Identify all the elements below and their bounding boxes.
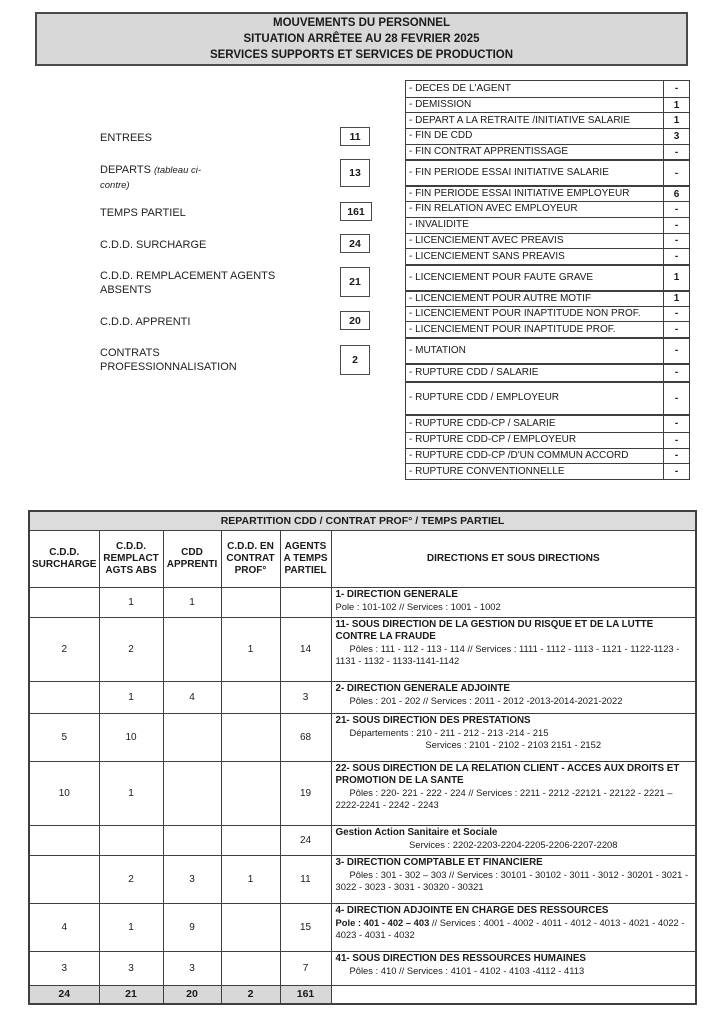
departure-row <box>406 97 689 113</box>
cell-value <box>163 617 221 681</box>
departure-value: - <box>663 307 689 322</box>
summary-value-box-contrats-pro: 2 <box>340 345 370 375</box>
repartition-row <box>29 825 696 855</box>
cell-value <box>221 681 280 713</box>
departure-value: 6 <box>663 187 689 201</box>
summary-value-box-departs: 13 <box>340 159 370 187</box>
repartition-total-row <box>29 985 696 1004</box>
direction-detail: Pôles : 220- 221 - 222 - 224 // Services : 2211 - 2212 -22121 - 22122 - 2221 – 2222-2241 - 2242 - 2243 <box>335 786 673 810</box>
cell-value: 3 <box>280 681 331 713</box>
summary-label-note: (tableau ci-contre) <box>100 165 202 191</box>
departure-value: 1 <box>663 266 689 290</box>
departure-label: - DECES DE L'AGENT <box>409 82 511 94</box>
departure-label: - LICENCIEMENT SANS PREAVIS <box>409 250 565 262</box>
title-line-3: SERVICES SUPPORTS ET SERVICES DE PRODUCTION <box>209 49 514 61</box>
cell-value: 1 <box>99 761 163 825</box>
total-contrat-prof: 2 <box>221 985 280 1004</box>
total-empty-cell <box>331 985 696 1004</box>
direction-cell <box>331 903 696 951</box>
cell-value: 5 <box>29 713 99 761</box>
summary-label-text: CONTRATS PROFESSIONNALISATION <box>100 347 237 373</box>
summary-label-contrats-pro <box>100 346 260 374</box>
cell-value <box>29 825 99 855</box>
total-cdd-apprenti: 20 <box>163 985 221 1004</box>
cell-value <box>221 761 280 825</box>
departure-row <box>406 185 689 201</box>
cell-value <box>163 761 221 825</box>
summary-label-text: ENTREES <box>100 132 152 144</box>
departure-row <box>406 381 689 414</box>
departure-value: - <box>663 218 689 233</box>
repartition-title-row <box>29 511 696 530</box>
departure-row <box>406 306 689 322</box>
cell-value: 2 <box>99 617 163 681</box>
cell-value: 2 <box>29 617 99 681</box>
column-header-temps-partiel: AGENTS A TEMPS PARTIEL <box>280 530 331 587</box>
summary-value-box-temps-partiel: 161 <box>340 202 372 221</box>
cell-value <box>221 825 280 855</box>
repartition-header-row <box>29 530 696 587</box>
departure-value: - <box>663 145 689 160</box>
departure-row <box>406 159 689 185</box>
cell-value: 24 <box>280 825 331 855</box>
departure-value: - <box>663 322 689 337</box>
cell-value: 15 <box>280 903 331 951</box>
cell-value: 1 <box>99 903 163 951</box>
departure-value: - <box>663 449 689 464</box>
departure-row <box>406 233 689 249</box>
direction-title: 21- SOUS DIRECTION DES PRESTATIONS <box>335 714 531 726</box>
departure-label: - DEPART A LA RETRAITE /INITIATIVE SALARIE <box>409 114 630 126</box>
departure-label: - RUPTURE CDD-CP /D'UN COMMUN ACCORD <box>409 449 629 461</box>
direction-cell <box>331 587 696 617</box>
departure-value: - <box>663 464 689 479</box>
departure-label: - FIN DE CDD <box>409 130 473 142</box>
cell-value <box>163 713 221 761</box>
direction-cell <box>331 951 696 985</box>
departure-label: - RUPTURE CDD-CP / SALARIE <box>409 417 556 429</box>
departure-label: - DEMISSION <box>409 99 472 111</box>
direction-detail: Pôles : 410 // Services : 4101 - 4102 - 4103 -4112 - 4113 <box>349 964 585 976</box>
direction-detail-bold: Pole : 401 - 402 – 403 <box>335 916 430 928</box>
summary-label-entrees <box>100 131 152 145</box>
departure-value: - <box>663 202 689 217</box>
repartition-row <box>29 855 696 903</box>
departure-label: - LICENCIEMENT POUR FAUTE GRAVE <box>409 271 594 283</box>
departure-row <box>406 264 689 290</box>
column-header-cdd-surcharge: C.D.D. SURCHARGE <box>29 530 99 587</box>
cell-value: 10 <box>99 713 163 761</box>
title-line-1: MOUVEMENTS DU PERSONNEL <box>273 17 450 29</box>
cell-value: 1 <box>163 587 221 617</box>
repartition-row <box>29 617 696 681</box>
summary-value-box-cdd-apprenti: 20 <box>340 311 370 330</box>
cell-value <box>280 587 331 617</box>
departure-value: - <box>663 433 689 448</box>
direction-detail-rest: // Services : 4001 - 4002 - 4011 - 4012 - 4013 - 4021 - 4022 - 4023 - 4031 - 4032 <box>335 916 685 940</box>
direction-cell <box>331 617 696 681</box>
departure-label: - FIN RELATION AVEC EMPLOYEUR <box>409 203 578 215</box>
repartition-row <box>29 903 696 951</box>
summary-label-cdd-remplacement <box>100 269 285 297</box>
departure-row <box>406 81 689 97</box>
direction-detail: Pôles : 201 - 202 // Services : 2011 - 2012 -2013-2014-2021-2022 <box>349 694 623 706</box>
departure-value: - <box>663 234 689 249</box>
departure-row <box>406 112 689 128</box>
direction-cell <box>331 761 696 825</box>
departure-row <box>406 321 689 337</box>
direction-cell <box>331 713 696 761</box>
direction-detail: Services : 2101 - 2102 - 2103 2151 - 2152 <box>425 738 602 750</box>
column-header-cdd-apprenti: CDD APPRENTI <box>163 530 221 587</box>
departure-value: - <box>663 383 689 414</box>
departure-label: - FIN PERIODE ESSAI INITIATIVE EMPLOYEUR <box>409 188 630 200</box>
departure-row <box>406 363 689 381</box>
summary-label-text: C.D.D. SURCHARGE <box>100 239 207 251</box>
cell-value: 11 <box>280 855 331 903</box>
column-header-directions: DIRECTIONS ET SOUS DIRECTIONS <box>331 530 696 587</box>
departure-label: - MUTATION <box>409 344 466 356</box>
departure-label: - LICENCIEMENT AVEC PREAVIS <box>409 234 564 246</box>
direction-cell <box>331 825 696 855</box>
direction-cell <box>331 855 696 903</box>
cell-value <box>29 681 99 713</box>
summary-value-box-entrees: 11 <box>340 127 370 146</box>
departure-value: - <box>663 161 689 185</box>
repartition-row <box>29 761 696 825</box>
direction-detail: Pôles : 301 - 302 – 303 // Services : 30101 - 30102 - 3011 - 3012 - 30201 - 3021 - 3022 - 3023 - 3031 - 30320 - 30321 <box>335 868 689 892</box>
cell-value: 2 <box>99 855 163 903</box>
cell-value: 68 <box>280 713 331 761</box>
cell-value: 1 <box>221 855 280 903</box>
direction-title: 1- DIRECTION GENERALE <box>335 588 458 600</box>
direction-cell <box>331 681 696 713</box>
total-temps-partiel: 161 <box>280 985 331 1004</box>
direction-title: 3- DIRECTION COMPTABLE ET FINANCIERE <box>335 856 543 868</box>
direction-title: 11- SOUS DIRECTION DE LA GESTION DU RISQUE ET DE LA LUTTE CONTRE LA FRAUDE <box>335 618 654 642</box>
repartition-title: REPARTITION CDD / CONTRAT PROF° / TEMPS PARTIEL <box>29 511 696 530</box>
departure-value: - <box>663 365 689 381</box>
direction-detail: Pole : 101-102 // Services : 1001 - 1002 <box>335 600 501 612</box>
cell-value: 3 <box>163 855 221 903</box>
departure-value: - <box>663 81 689 97</box>
departure-row <box>406 448 689 464</box>
summary-label-text: C.D.D. REMPLACEMENT AGENTS ABSENTS <box>100 270 276 296</box>
departure-label: - RUPTURE CDD / EMPLOYEUR <box>409 392 560 404</box>
cell-value <box>29 587 99 617</box>
departure-label: - LICENCIEMENT POUR INAPTITUDE NON PROF. <box>409 307 641 319</box>
cell-value: 3 <box>99 951 163 985</box>
departure-label: - FIN CONTRAT APPRENTISSAGE <box>409 146 569 158</box>
summary-label-temps-partiel <box>100 206 186 220</box>
cell-value <box>29 855 99 903</box>
departure-row <box>406 432 689 448</box>
departure-label: - RUPTURE CDD / SALARIE <box>409 366 539 378</box>
total-cdd-surcharge: 24 <box>29 985 99 1004</box>
departure-value: 1 <box>663 98 689 113</box>
cell-value: 7 <box>280 951 331 985</box>
direction-title: Gestion Action Sanitaire et Sociale <box>335 826 498 838</box>
repartition-row <box>29 681 696 713</box>
direction-title: 2- DIRECTION GENERALE ADJOINTE <box>335 682 510 694</box>
cell-value <box>221 903 280 951</box>
departure-label: - RUPTURE CDD-CP / EMPLOYEUR <box>409 434 577 446</box>
repartition-row <box>29 951 696 985</box>
direction-title: 41- SOUS DIRECTION DES RESSOURCES HUMAINES <box>335 952 586 964</box>
departure-label: - FIN PERIODE ESSAI INITIATIVE SALARIE <box>409 167 609 179</box>
repartition-row <box>29 713 696 761</box>
departure-label: - LICENCIEMENT POUR INAPTITUDE PROF. <box>409 323 616 335</box>
direction-title: 22- SOUS DIRECTION DE LA RELATION CLIENT - ACCES AUX DROITS ET PROMOTION DE LA SANTE <box>335 762 680 786</box>
top-section <box>0 0 724 505</box>
cell-value: 4 <box>29 903 99 951</box>
summary-label-text: C.D.D. APPRENTI <box>100 316 191 328</box>
document-title-box <box>35 12 688 66</box>
departure-value: - <box>663 339 689 363</box>
direction-detail <box>336 917 692 941</box>
departure-label: - RUPTURE CONVENTIONNELLE <box>409 465 565 477</box>
departure-row <box>406 248 689 264</box>
departure-row <box>406 463 689 479</box>
cell-value: 3 <box>163 951 221 985</box>
summary-label-text: TEMPS PARTIEL <box>100 207 186 219</box>
cell-value <box>221 587 280 617</box>
summary-label-cdd-surcharge <box>100 238 206 252</box>
summary-value-box-cdd-surcharge: 24 <box>340 234 370 253</box>
cell-value <box>221 951 280 985</box>
cell-value: 3 <box>29 951 99 985</box>
cell-value: 14 <box>280 617 331 681</box>
column-header-cdd-remplact: C.D.D. REMPLACT AGTS ABS <box>99 530 163 587</box>
departure-row <box>406 201 689 217</box>
column-header-contrat-prof: C.D.D. EN CONTRAT PROF° <box>221 530 280 587</box>
repartition-row <box>29 587 696 617</box>
departure-row <box>406 414 689 432</box>
departure-row <box>406 217 689 233</box>
title-line-2: SITUATION ARRÊTEE AU 28 FEVRIER 2025 <box>243 33 480 45</box>
cell-value: 9 <box>163 903 221 951</box>
direction-detail: Pôles : 111 - 112 - 113 - 114 // Services : 1111 - 1112 - 1113 - 1121 - 1122-1123 - 1131 - 1132 - 1133-1141-1142 <box>335 642 680 666</box>
cell-value: 1 <box>99 681 163 713</box>
departure-value: 3 <box>663 129 689 144</box>
departures-table <box>405 80 690 480</box>
cell-value: 10 <box>29 761 99 825</box>
departure-row <box>406 144 689 160</box>
cell-value: 4 <box>163 681 221 713</box>
repartition-table <box>28 510 697 1005</box>
cell-value: 1 <box>221 617 280 681</box>
departure-label: - INVALIDITE <box>409 219 469 231</box>
departure-label: - LICENCIEMENT POUR AUTRE MOTIF <box>409 292 592 304</box>
summary-label-departs <box>100 163 222 193</box>
cell-value <box>99 825 163 855</box>
cell-value <box>163 825 221 855</box>
cell-value <box>221 713 280 761</box>
departure-row <box>406 128 689 144</box>
direction-detail: Départements : 210 - 211 - 212 - 213 -214 - 215 <box>349 726 549 738</box>
summary-label-text: DEPARTS <box>100 164 151 176</box>
departure-value: 1 <box>663 292 689 306</box>
summary-value-box-cdd-remplacement: 21 <box>340 267 370 297</box>
departure-row <box>406 290 689 306</box>
summary-label-cdd-apprenti <box>100 315 190 329</box>
cell-value: 1 <box>99 587 163 617</box>
direction-title: 4- DIRECTION ADJOINTE EN CHARGE DES RESSOURCES <box>335 904 609 916</box>
departure-value: 1 <box>663 113 689 128</box>
departure-row <box>406 337 689 363</box>
total-cdd-remplact: 21 <box>99 985 163 1004</box>
departure-value: - <box>663 249 689 264</box>
direction-detail: Services : 2202-2203-2204-2205-2206-2207-2208 <box>409 838 618 850</box>
departure-value: - <box>663 416 689 432</box>
cell-value: 19 <box>280 761 331 825</box>
